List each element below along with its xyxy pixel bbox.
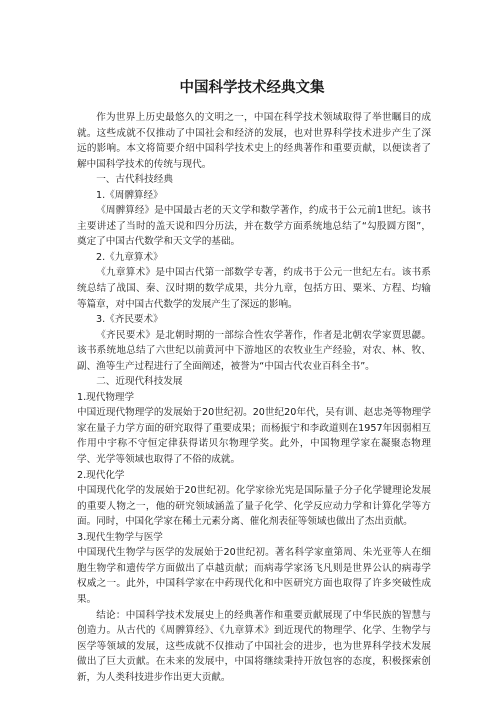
section-heading-ancient: 一、古代科技经典 <box>96 174 173 186</box>
subheading-zhoubi: 1.《周髀算经》 <box>96 189 163 201</box>
paragraph-zhoubi: 《周髀算经》是中国最古老的天文学和数学著作，约成书于公元前1世纪。该书主要讲述了当时的盖天说和四分历法，并在数学方面系统地总结了“勾股圆方图”，奠定了中国古代数学和天文学的基础。 <box>77 205 431 248</box>
section-heading-modern: 二、近现代科技发展 <box>96 376 183 388</box>
subheading-jiuzhang: 2.《九章算术》 <box>96 251 163 263</box>
document-title: 中国科学技术经典文集 <box>179 80 325 96</box>
intro-paragraph: 作为世界上历史最悠久的文明之一，中国在科学技术领域取得了举世瞩目的成就。这些成就不仅推动了中国社会和经济的发展，也对世界科学技术进步产生了深远的影响。本文将简要介绍中国科学技术史上的经典著作和重要贡献，以便读者了解中国科学技术的传统与现代。 <box>77 112 431 170</box>
paragraph-jiuzhang: 《九章算术》是中国古代第一部数学专著，约成书于公元一世纪左右。该书系统总结了战国、秦、汉时期的数学成果，共分九章，包括方田、粟米、方程、均输等篇章，对中国古代数学的发展产生了深远的影响。 <box>77 267 431 310</box>
document-body <box>77 110 431 685</box>
subheading-chemistry: 2.现代化学 <box>77 469 125 481</box>
conclusion-paragraph: 结论：中国科学技术发展史上的经典著作和重要贡献展现了中华民族的智慧与创造力。从古代的《周髀算经》、《九章算术》到近现代的物理学、化学、生物学与医学等领域的发展，这些成就不仅推动了中国社会的进步，也为世界科学技术发展做出了巨大贡献。在未来的发展中，中国将继续秉持开放包容的态度，积极探索创新，为人类科技进步作出更大贡献。 <box>77 609 431 683</box>
subheading-physics: 1.现代物理学 <box>77 391 135 403</box>
paragraph-physics: 中国近现代物理学的发展始于20世纪初。20世纪20年代，吴有训、赵忠尧等物理学家在量子力学方面的研究取得了重要成果；而杨振宁和李政道则在1957年因弱相互作用中宇称不守恒定律获得诺贝尔物理学奖。此外，中国物理学家在凝聚态物理学、光学等领域也取得了不俗的成就。 <box>77 407 431 466</box>
subheading-biology: 3.现代生物学与医学 <box>77 531 163 543</box>
subheading-qimin: 3.《齐民要术》 <box>96 314 163 326</box>
paragraph-qimin: 《齐民要术》是北朝时期的一部综合性农学著作，作者是北朝农学家贾思勰。该书系统地总结了六世纪以前黄河中下游地区的农牧业生产经验，对农、林、牧、副、渔等生产过程进行了全面阐述，被誉为“中国古代农业百科全书”。 <box>77 329 431 372</box>
paragraph-biology: 中国现代生物学与医学的发展始于20世纪初。著名科学家童第周、朱光亚等人在细胞生物学和遗传学方面做出了卓越贡献；而病毒学家汤飞凡则是世界公认的病毒学权威之一。此外，中国科学家在中药现代化和中医研究方面也取得了许多突破性成果。 <box>77 547 431 605</box>
paragraph-chemistry: 中国现代化学的发展始于20世纪初。化学家徐光宪是国际量子分子化学键理论发展的重要人物之一，他的研究领域涵盖了量子化学、化学反应动力学和计算化学等方面。同时，中国化学家在稀土元素分离、催化剂表征等领域也做出了杰出贡献。 <box>77 485 431 528</box>
